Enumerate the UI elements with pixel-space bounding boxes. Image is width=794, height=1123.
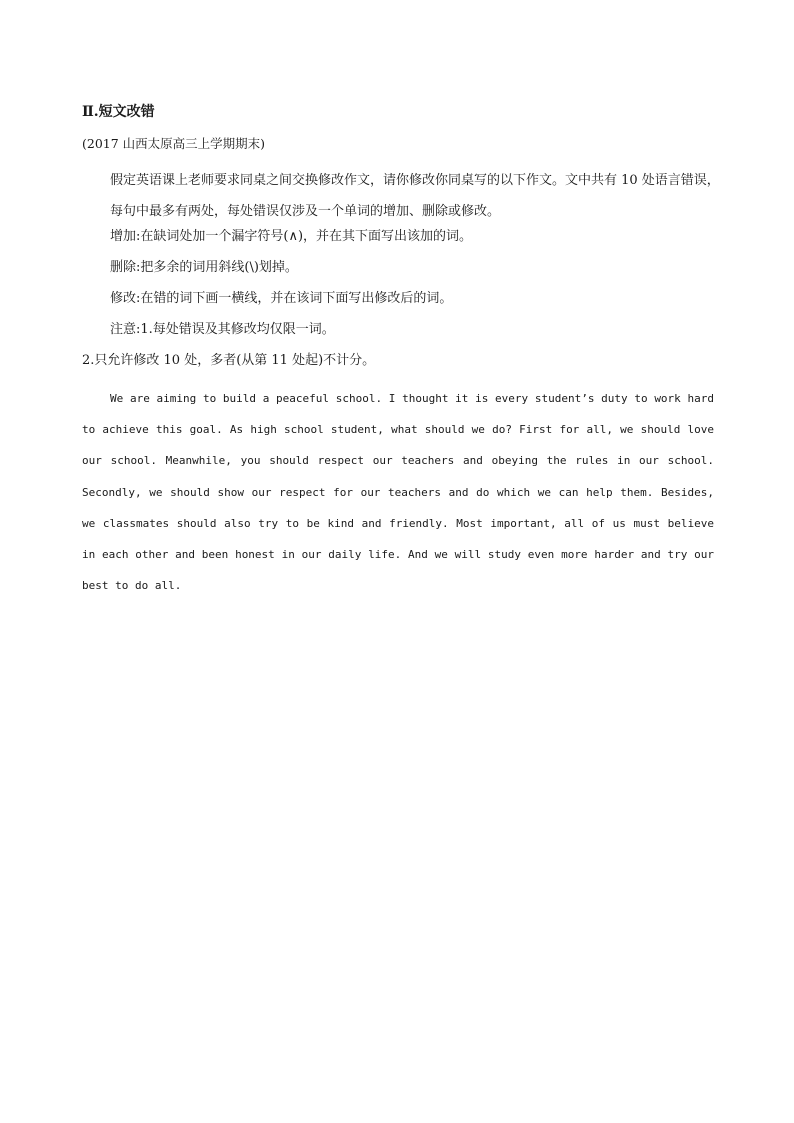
instruction-intro: 假定英语课上老师要求同桌之间交换修改作文，请你修改你同桌写的以下作文。文中共有 10 处语言错误，每句中最多有两处，每处错误仅涉及一个单词的增加、删除或修改。 (110, 173, 720, 219)
instruction-note-2: 2.只允许修改 10 处，多者(从第 11 处起)不计分。 (82, 353, 376, 368)
essay-passage: We are aiming to build a peaceful school. I thought it is every student’s duty to work hard to achieve this goal. As high school student, what should we do? First for all, we should love our school. Meanwhile, you should respect our teachers and obeying the rules in our school. Secondly, we should show our respect for our teachers and do which we can help them. Besides, we classmates should also try to be kind and friendly. Most important, all of us must believe in each other and been honest in our daily life. And we will study even more harder and try our best to do all. (82, 392, 714, 593)
instruction-modify: 修改:在错的词下画一横线，并在该词下面写出修改后的词。 (110, 291, 453, 306)
instruction-add: 增加:在缺词处加一个漏字符号(∧)，并在其下面写出该加的词。 (110, 229, 473, 244)
exam-source: (2017 山西太原高三上学期期末) (82, 136, 266, 151)
instruction-delete: 删除:把多余的词用斜线(\)划掉。 (110, 260, 298, 275)
section-title: Ⅱ.短文改错 (82, 104, 155, 120)
instruction-note-1: 注意:1.每处错误及其修改均仅限一词。 (110, 322, 335, 337)
